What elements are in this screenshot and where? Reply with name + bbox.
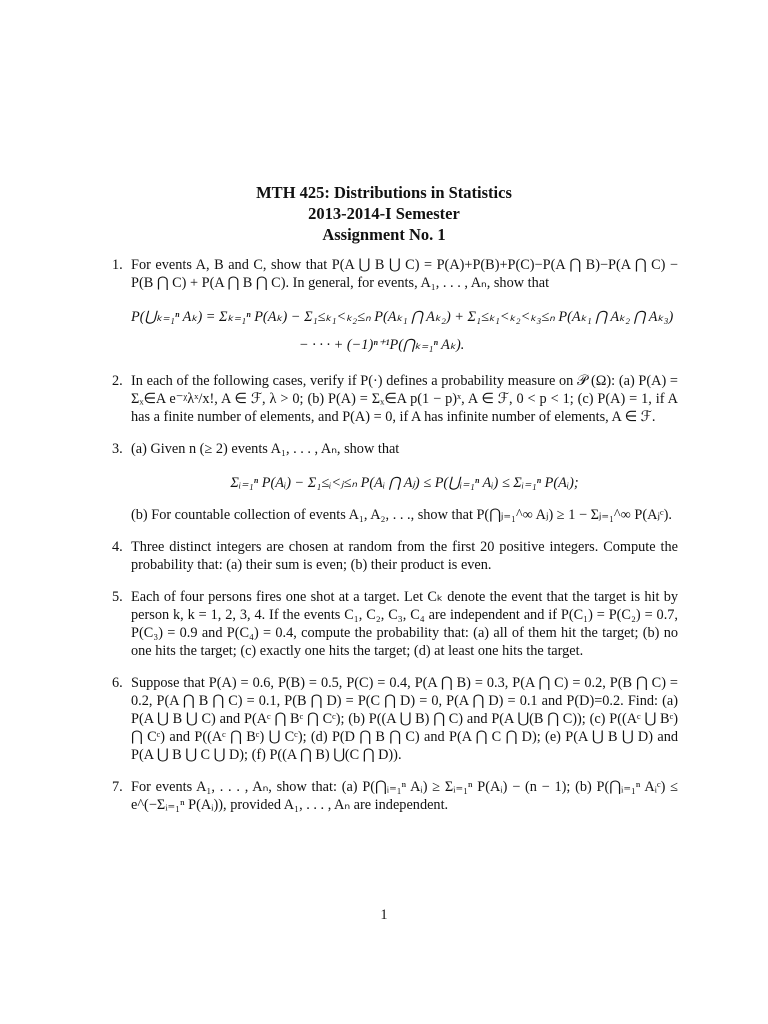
problem-list: [112, 256, 678, 828]
inclusion-exclusion-formula: [131, 302, 678, 358]
formula-line-1: P(⋃ₖ₌₁ⁿ Aₖ) = Σₖ₌₁ⁿ P(Aₖ) − Σ₁≤ₖ₁<ₖ₂≤ₙ P(Aₖ₁ ⋂ Aₖ₂) + Σ₁≤ₖ₁<ₖ₂<ₖ₃≤ₙ P(Aₖ₁ ⋂ Aₖ₂ ⋂ Aₖ₃): [131, 309, 674, 325]
problem-text-a: (a) Given n (≥ 2) events A₁, . . . , Aₙ, show that: [131, 441, 400, 457]
problem-3: [112, 440, 678, 524]
problem-number: 4.: [112, 539, 123, 555]
problem-4: [112, 538, 678, 574]
problem-number: 5.: [112, 589, 123, 605]
problem-number: 7.: [112, 779, 123, 795]
formula-line: Σᵢ₌₁ⁿ P(Aᵢ) − Σ₁≤ᵢ<ⱼ≤ₙ P(Aᵢ ⋂ Aⱼ) ≤ P(⋃ᵢ₌₁ⁿ Aᵢ) ≤ Σᵢ₌₁ⁿ P(Aᵢ);: [230, 475, 579, 491]
problem-5: [112, 588, 678, 660]
problem-7: [112, 778, 678, 814]
course-title: MTH 425: Distributions in Statistics: [256, 183, 512, 202]
problem-text: Suppose that P(A) = 0.6, P(B) = 0.5, P(C) = 0.4, P(A ⋂ B) = 0.3, P(A ⋂ C) = 0.2, P(B ⋂ C) = 0.2, P(A ⋂ B ⋂ C) = 0.1, P(B ⋂ D) = P(C ⋂ D) = 0, P(A ⋂ D) = 0.1 and P(D)=0.2. Find: (a) P(A ⋃ B ⋃ C) and P(Aᶜ ⋂ Bᶜ ⋂ Cᶜ); (b) P((A ⋃ B) ⋂ C) and P(A ⋃(B ⋂ C)); (c) P((Aᶜ ⋃ Bᶜ) ⋂ Cᶜ) and P((Aᶜ ⋂ Bᶜ) ⋃ Cᶜ); (d) P(D ⋂ B ⋂ C) and P(A ⋂ C ⋂ D); (e) P(A ⋃ B ⋃ D) and P(A ⋃ B ⋃ C ⋃ D); (f) P((A ⋂ B) ⋃(C ⋂ D)).: [131, 675, 678, 763]
page-number: 1: [380, 907, 388, 923]
problem-text: For events A, B and C, show that P(A ⋃ B ⋃ C) = P(A)+P(B)+P(C)−P(A ⋂ B)−P(A ⋂ C) − P(B ⋂ C) + P(A ⋂ B ⋂ C). In general, for events, A₁, . . . , Aₙ, show that: [131, 257, 678, 291]
problem-number: 2.: [112, 373, 123, 389]
document-header: [0, 182, 768, 245]
problem-number: 3.: [112, 441, 123, 457]
problem-number: 1.: [112, 257, 123, 273]
problem-text: Three distinct integers are chosen at random from the first 20 positive integers. Compute the probability that: (a) their sum is even; (b) their product is even.: [131, 539, 678, 573]
formula-line-2: − · · · + (−1)ⁿ⁺¹P(⋂ₖ₌₁ⁿ Aₖ).: [299, 337, 465, 353]
problem-number: 6.: [112, 675, 123, 691]
problem-text: Each of four persons fires one shot at a target. Let Cₖ denote the event that the target is hit by person k, k = 1, 2, 3, 4. If the events C₁, C₂, C₃, C₄ are independent and if P(C₁) = P(C₂) = 0.7, P(C₃) = 0.9 and P(C₄) = 0.4, compute the probability that: (a) all of them hit the target; (b) no one hits the target; (c) exactly one hits the target; (d) at least one hits the target.: [131, 589, 678, 659]
problem-2: [112, 372, 678, 426]
semester-title: 2013-2014-I Semester: [308, 204, 460, 223]
problem-text: For events A₁, . . . , Aₙ, show that: (a) P(⋂ᵢ₌₁ⁿ Aᵢ) ≥ Σᵢ₌₁ⁿ P(Aᵢ) − (n − 1); (b) P(⋂ᵢ₌₁ⁿ Aᵢᶜ) ≤ e^(−Σᵢ₌₁ⁿ P(Aᵢ)), provided A₁, . . . , Aₙ are independent.: [131, 779, 678, 813]
problem-text-b: (b) For countable collection of events A₁, A₂, . . ., show that P(⋂ⱼ₌₁^∞ Aⱼ) ≥ 1 − Σⱼ₌₁^∞ P(Aⱼᶜ).: [131, 507, 672, 523]
bonferroni-formula: [131, 468, 678, 498]
problem-1: [112, 256, 678, 358]
problem-text: In each of the following cases, verify if P(·) defines a probability measure on 𝒫 (Ω): (a) P(A) = Σₓ∈A e⁻ᵡλˣ/x!, A ∈ ℱ, λ > 0; (b) P(A) = Σₓ∈A p(1 − p)ˣ, A ∈ ℱ, 0 < p < 1; (c) P(A) = 1, if A has a finite number of elements, and P(A) = 0, if A has infinite number of elements, A ∈ ℱ.: [131, 373, 678, 425]
problem-6: [112, 674, 678, 764]
assignment-title: Assignment No. 1: [322, 225, 446, 244]
